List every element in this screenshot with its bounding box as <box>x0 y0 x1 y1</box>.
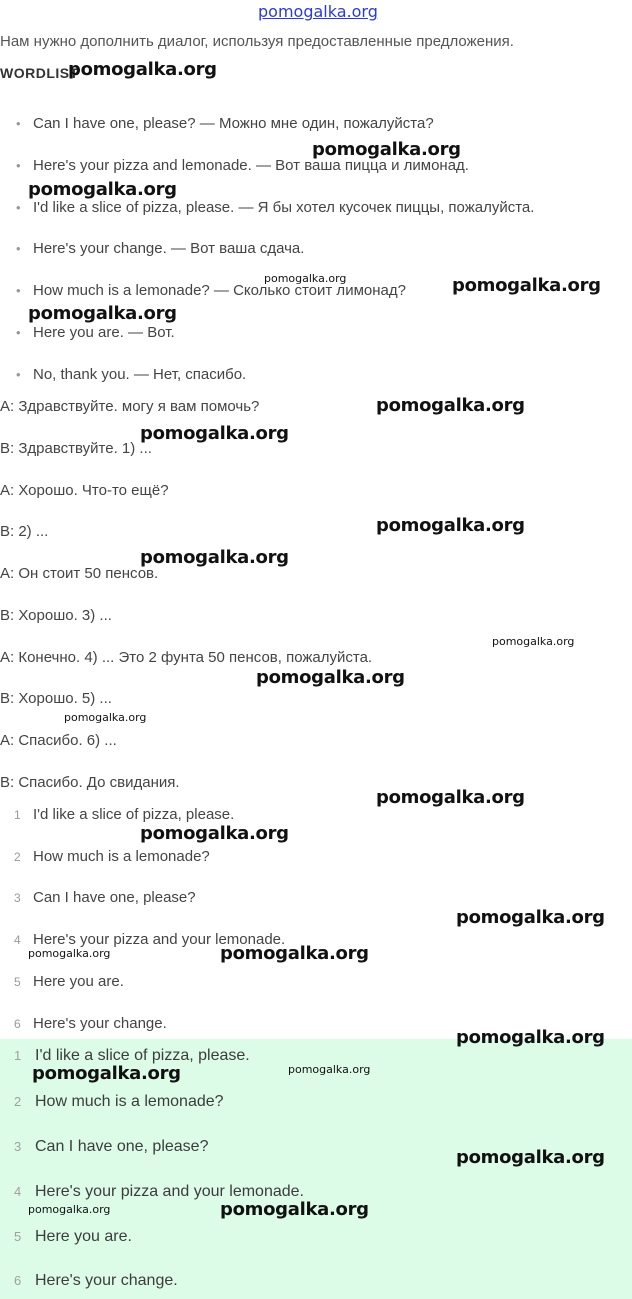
list-item <box>14 1093 224 1111</box>
watermark: pomogalka.org <box>376 395 525 416</box>
watermark: pomogalka.org <box>140 823 289 844</box>
item-number: 1 <box>14 808 21 822</box>
list-item <box>14 973 124 990</box>
list-item <box>14 1138 208 1156</box>
item-text: Can I have one, please? <box>33 889 196 906</box>
item-text: Here you are. <box>35 1228 132 1245</box>
site-link[interactable]: pomogalka.org <box>258 2 378 21</box>
watermark: pomogalka.org <box>264 272 347 285</box>
item-number: 2 <box>14 1094 22 1109</box>
list-item: • How much is a lemonade? — Сколько стоит лимонад? <box>16 282 406 299</box>
watermark: pomogalka.org <box>140 547 289 568</box>
list-item <box>14 1228 132 1246</box>
item-text: Here you are. <box>33 973 124 990</box>
item-text: How much is a lemonade? <box>33 848 210 865</box>
item-text: How much is a lemonade? <box>35 1093 224 1110</box>
item-text: Here's your change. <box>33 1015 167 1032</box>
item-text: Can I have one, please? <box>35 1138 209 1155</box>
watermark: pomogalka.org <box>456 907 605 928</box>
list-item: • I'd like a slice of pizza, please. — Я бы хотел кусочек пиццы, пожалуйста. <box>16 199 535 216</box>
watermark: pomogalka.org <box>288 1063 371 1076</box>
list-item <box>14 889 196 906</box>
item-text: I'd like a slice of pizza, please. <box>35 1047 250 1064</box>
watermark: pomogalka.org <box>28 947 111 960</box>
dialog-line: B: Здравствуйте. 1) ... <box>0 440 152 457</box>
dialog-line: B: Хорошо. 3) ... <box>0 607 112 624</box>
item-number: 3 <box>14 1139 22 1154</box>
intro-text: Нам нужно дополнить диалог, используя предоставленные предложения. <box>0 33 514 50</box>
watermark: pomogalka.org <box>220 1199 369 1220</box>
dialog-line: B: 2) ... <box>0 523 49 540</box>
list-item <box>14 848 210 865</box>
item-number: 2 <box>14 850 21 864</box>
watermark: pomogalka.org <box>456 1147 605 1168</box>
item-number: 6 <box>14 1017 21 1031</box>
watermark: pomogalka.org <box>28 179 177 200</box>
watermark: pomogalka.org <box>376 787 525 808</box>
watermark: pomogalka.org <box>312 139 461 160</box>
watermark: pomogalka.org <box>68 59 217 80</box>
list-item <box>14 1015 167 1032</box>
list-item <box>14 1272 178 1290</box>
list-item <box>14 806 234 823</box>
watermark: pomogalka.org <box>492 635 575 648</box>
wordlist-heading: WORDLIST <box>0 65 79 81</box>
list-item: • No, thank you. — Нет, спасибо. <box>16 366 247 383</box>
bullet-icon: • <box>16 325 21 340</box>
dialog-line: A: Здравствуйте. могу я вам помочь? <box>0 398 260 415</box>
dialog-line: A: Хорошо. Что-то ещё? <box>0 482 169 499</box>
watermark: pomogalka.org <box>220 943 369 964</box>
list-item: • Here you are. — Вот. <box>16 324 175 341</box>
item-number: 4 <box>14 933 21 947</box>
bullet-icon: • <box>16 116 21 131</box>
item-text: Here's your change. <box>35 1272 178 1289</box>
dialog-line: B: Спасибо. До свидания. <box>0 774 180 791</box>
watermark: pomogalka.org <box>28 1203 111 1216</box>
watermark: pomogalka.org <box>64 711 147 724</box>
bullet-icon: • <box>16 241 21 256</box>
bullet-icon: • <box>16 283 21 298</box>
bullet-icon: • <box>16 200 21 215</box>
list-item: • Here's your pizza and lemonade. — Вот ваша пицца и лимонад. <box>16 157 469 174</box>
watermark: pomogalka.org <box>452 275 601 296</box>
item-text: I'd like a slice of pizza, please. <box>33 806 235 823</box>
watermark: pomogalka.org <box>256 667 405 688</box>
item-text: Here's your pizza and your lemonade. <box>35 1183 304 1200</box>
dialog-line: A: Он стоит 50 пенсов. <box>0 565 159 582</box>
item-text: Here's your pizza and your lemonade. <box>33 931 286 948</box>
dialog-line: A: Конечно. 4) ... Это 2 фунта 50 пенсов, пожалуйста. <box>0 649 373 666</box>
watermark: pomogalka.org <box>376 515 525 536</box>
watermark: pomogalka.org <box>456 1027 605 1048</box>
item-number: 6 <box>14 1273 22 1288</box>
watermark: pomogalka.org <box>32 1063 181 1084</box>
watermark: pomogalka.org <box>140 423 289 444</box>
item-number: 5 <box>14 1229 22 1244</box>
item-number: 4 <box>14 1184 22 1199</box>
dialog-line: A: Спасибо. 6) ... <box>0 732 117 749</box>
list-item: • Can I have one, please? — Можно мне один, пожалуйста? <box>16 115 434 132</box>
item-number: 3 <box>14 891 21 905</box>
dialog-line: B: Хорошо. 5) ... <box>0 690 112 707</box>
bullet-icon: • <box>16 158 21 173</box>
item-number: 5 <box>14 975 21 989</box>
bullet-icon: • <box>16 367 21 382</box>
watermark: pomogalka.org <box>28 303 177 324</box>
item-number: 1 <box>14 1048 22 1063</box>
list-item: • Here's your change. — Вот ваша сдача. <box>16 240 305 257</box>
